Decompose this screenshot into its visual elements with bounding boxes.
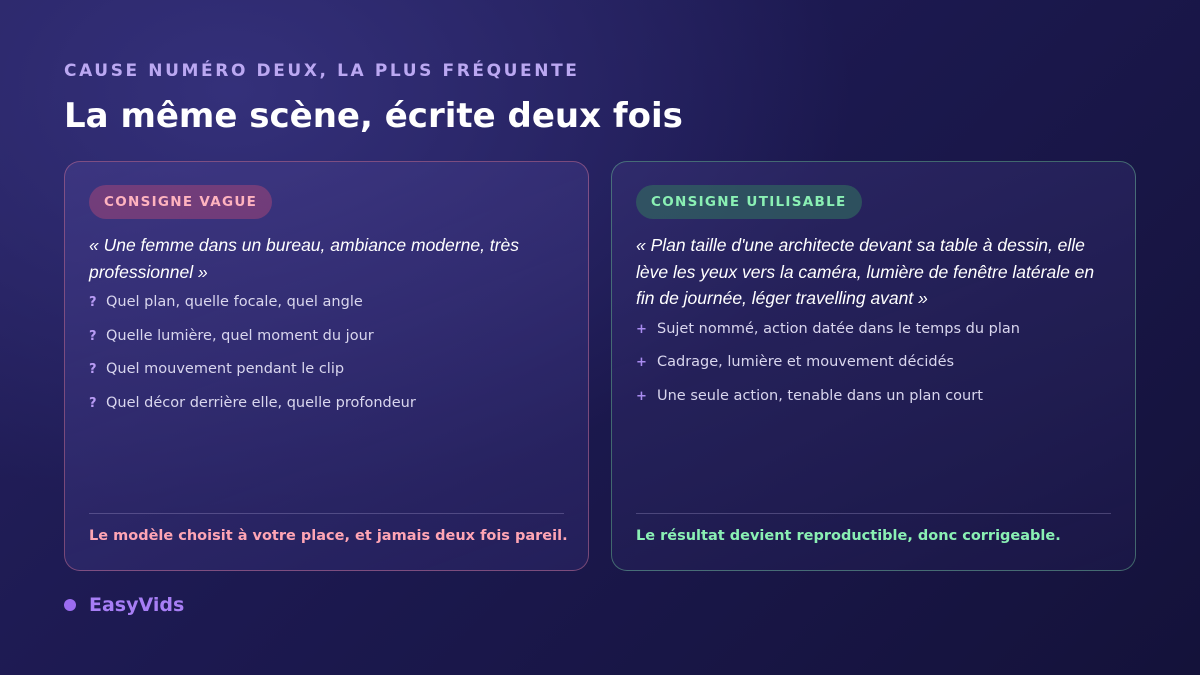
list-item-text: Sujet nommé, action datée dans le temps du plan (657, 320, 1020, 337)
question-mark-icon: ? (89, 396, 97, 412)
question-list (89, 294, 564, 429)
badge-usable: CONSIGNE UTILISABLE (636, 185, 862, 219)
list-item-text: Cadrage, lumière et mouvement décidés (657, 354, 955, 371)
list-item (89, 361, 564, 395)
badge-vague: CONSIGNE VAGUE (89, 185, 272, 219)
card-footer-usable: Le résultat devient reproductible, donc corrigeable. (636, 528, 1061, 544)
list-item (89, 294, 564, 328)
card-footer-vague: Le modèle choisit à votre place, et jamais deux fois pareil. (89, 528, 568, 544)
list-item-text: Quel plan, quelle focale, quel angle (106, 294, 363, 310)
plus-icon: + (636, 321, 647, 337)
list-item (89, 328, 564, 362)
list-item-text: Quel décor derrière elle, quelle profondeur (106, 395, 416, 412)
card-usable (611, 161, 1136, 571)
list-item (636, 321, 1111, 355)
list-item-text: Quel mouvement pendant le clip (106, 361, 345, 378)
benefit-list (636, 321, 1111, 422)
quote-vague: « Une femme dans un bureau, ambiance moderne, très professionnel » (89, 235, 519, 282)
list-item-text: Quelle lumière, quel moment du jour (106, 327, 374, 344)
brand-name: EasyVids (89, 594, 185, 616)
eyebrow-label: CAUSE NUMÉRO DEUX, LA PLUS FRÉQUENTE (64, 61, 580, 81)
plus-icon: + (636, 355, 647, 371)
slide-title: La même scène, écrite deux fois (64, 96, 683, 136)
card-divider (89, 513, 564, 514)
card-vague (64, 161, 589, 571)
list-item (636, 388, 1111, 422)
list-item (89, 395, 564, 429)
brand-dot-icon (64, 599, 76, 611)
brand-logo (64, 594, 184, 616)
list-item-text: Une seule action, tenable dans un plan court (657, 387, 983, 404)
question-mark-icon: ? (89, 328, 97, 344)
quote-usable: « Plan taille d'une architecte devant sa table à dessin, elle lève les yeux vers la caméra, lumière de fenêtre latérale en fin de journée, léger travelling avant » (636, 235, 1095, 308)
list-item (636, 354, 1111, 388)
card-divider (636, 513, 1111, 514)
question-mark-icon: ? (89, 295, 97, 310)
question-mark-icon: ? (89, 362, 97, 378)
plus-icon: + (636, 388, 647, 404)
